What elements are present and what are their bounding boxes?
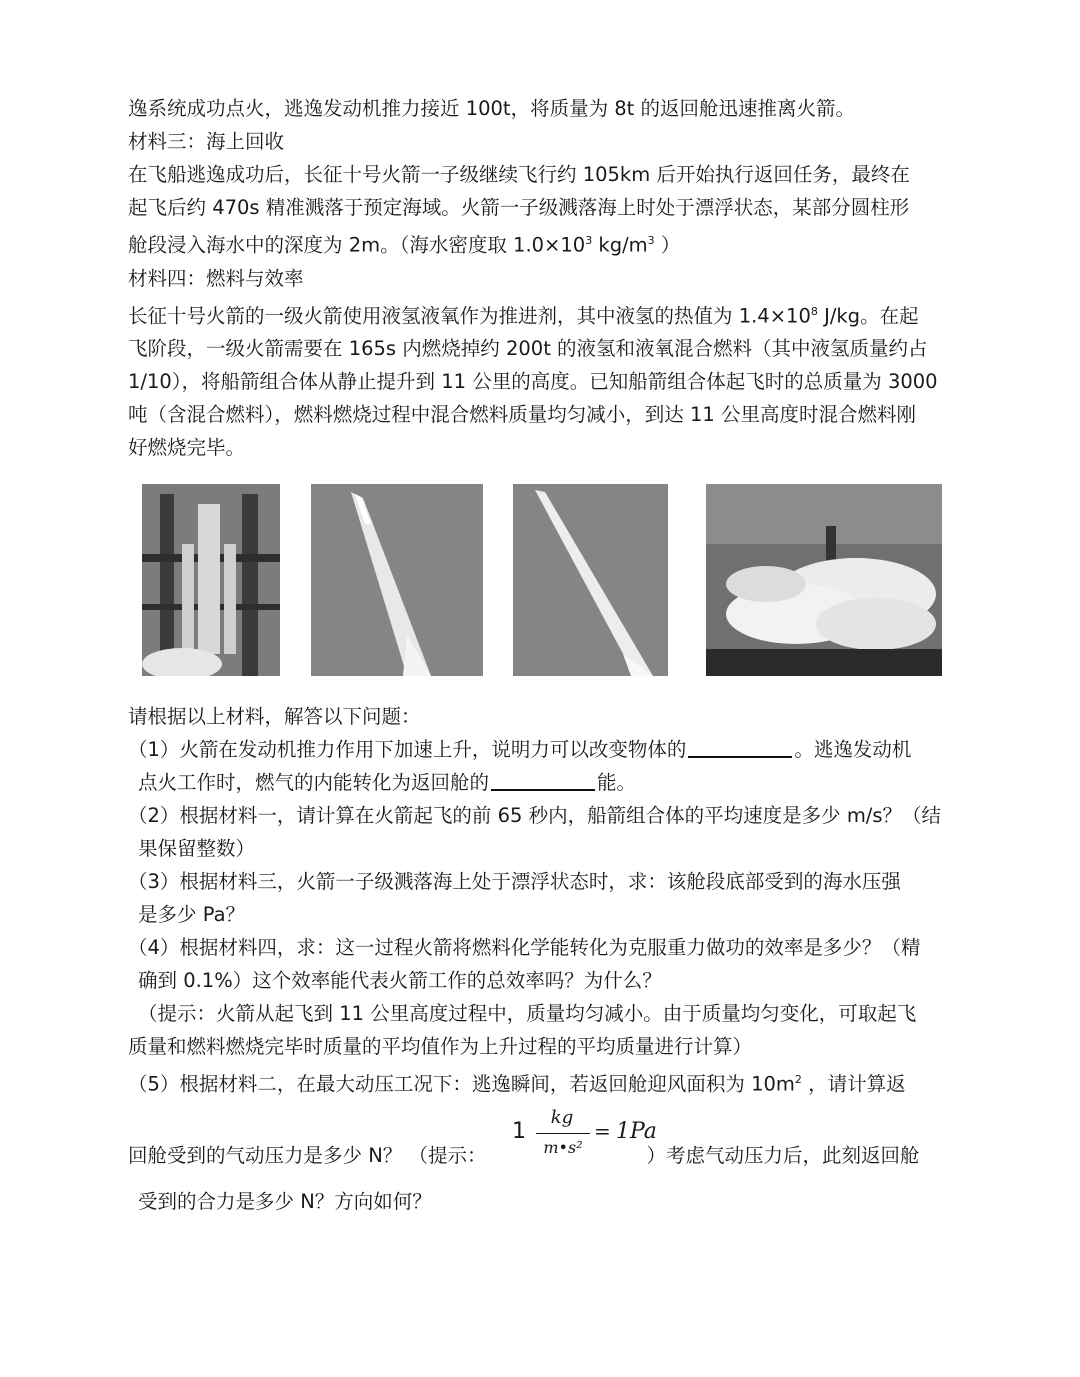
paragraph-line: 舱段浸入海水中的深度为 2m。（海水密度取 $1.0\times 10^3$ $kg/m^3$ ） <box>128 233 681 257</box>
question-3-line-1: （3）根据材料三，火箭一子级溅落海上处于漂浮状态时，求：该舱段底部受到的海水压强 <box>128 870 901 893</box>
section-title-material-3: 材料三：海上回收 <box>128 130 285 153</box>
paragraph-line: 起飞后约 470s 精准溅落于预定海域。火箭一子级溅落海上时处于漂浮状态，某部分圆柱形 <box>128 196 910 219</box>
photo-rocket-on-pad <box>142 484 280 676</box>
paragraph-line: 逸系统成功点火，逃逸发动机推力接近 100t，将质量为 8t 的返回舱迅速推离火箭。 <box>128 97 856 120</box>
paragraph-line: 好燃烧完毕。 <box>128 436 246 459</box>
answer-blank-2[interactable] <box>491 769 595 791</box>
question-1-line-2: 点火工作时，燃气的内能转化为返回舱的 能。 <box>138 771 637 794</box>
document-body <box>128 92 958 1218</box>
paragraph-line: 吨（含混合燃料），燃料燃烧过程中混合燃料质量均匀减小，到达 11 公里高度时混合燃料刚 <box>128 403 916 426</box>
question-1-line-1: （1）火箭在发动机推力作用下加速上升，说明力可以改变物体的 。逃逸发动机 <box>128 738 912 761</box>
question-5-line-3: 受到的合力是多少 N？方向如何？ <box>138 1189 432 1213</box>
hint-line-1: （提示：火箭从起飞到 11 公里高度过程中，质量均匀减小。由于质量均匀变化，可取起飞 <box>138 1002 917 1025</box>
section-title-material-4: 材料四：燃料与效率 <box>128 266 304 290</box>
photo-rocket-ascending <box>311 484 483 676</box>
paragraph-line: 1/10），将船箭组合体从静止提升到 11 公里的高度。已知船箭组合体起飞时的总质量为 3000 <box>128 370 938 393</box>
hint-line-2: 质量和燃料燃烧完毕时质量的平均值作为上升过程的平均质量进行计算） <box>128 1035 753 1058</box>
answer-blank-1[interactable] <box>688 736 792 758</box>
question-5-line-2: 回舱受到的气动压力是多少 N？ （提示： ）考虑气动压力后，此刻返回舱 <box>128 1143 920 1167</box>
photo-strip <box>128 484 958 684</box>
paragraph-line: 飞阶段，一级火箭需要在 165s 内燃烧掉约 200t 的液氢和液氧混合燃料（其中液氢质量约占 <box>128 337 928 360</box>
paragraph-line: 长征十号火箭的一级火箭使用液氢液氧作为推进剂，其中液氢的热值为 $1.4\times 10^8$ J/kg。在起 <box>128 304 919 327</box>
question-5-line-1: （5）根据材料二，在最大动压工况下：逃逸瞬间，若返回舱迎风面积为 $10m^2$ ，请计算返 <box>128 1072 906 1096</box>
question-2-line-2: 果保留整数） <box>138 837 256 860</box>
photo-rocket-climbing <box>513 484 668 676</box>
question-2-line-1: （2）根据材料一，请计算在火箭起飞的前 65 秒内，船箭组合体的平均速度是多少 m/s？（结 <box>128 804 942 827</box>
fraction-bar <box>536 1133 590 1134</box>
pascal-unit-formula: 1 kg m•s² = 1Pa <box>512 1106 657 1157</box>
paragraph-line: 在飞船逃逸成功后，长征十号火箭一子级继续飞行约 105km 后开始执行返回任务，最终在 <box>128 163 910 186</box>
photo-splashdown-cloud <box>706 484 942 676</box>
question-4-line-1: （4）根据材料四，求：这一过程火箭将燃料化学能转化为克服重力做功的效率是多少？（精 <box>128 936 921 959</box>
questions-intro: 请根据以上材料，解答以下问题： <box>128 705 421 728</box>
question-5-formula-row <box>128 1107 958 1177</box>
question-3-line-2: 是多少 Pa？ <box>138 903 246 926</box>
question-4-line-2: 确到 0.1%）这个效率能代表火箭工作的总效率吗？为什么？ <box>138 969 662 992</box>
